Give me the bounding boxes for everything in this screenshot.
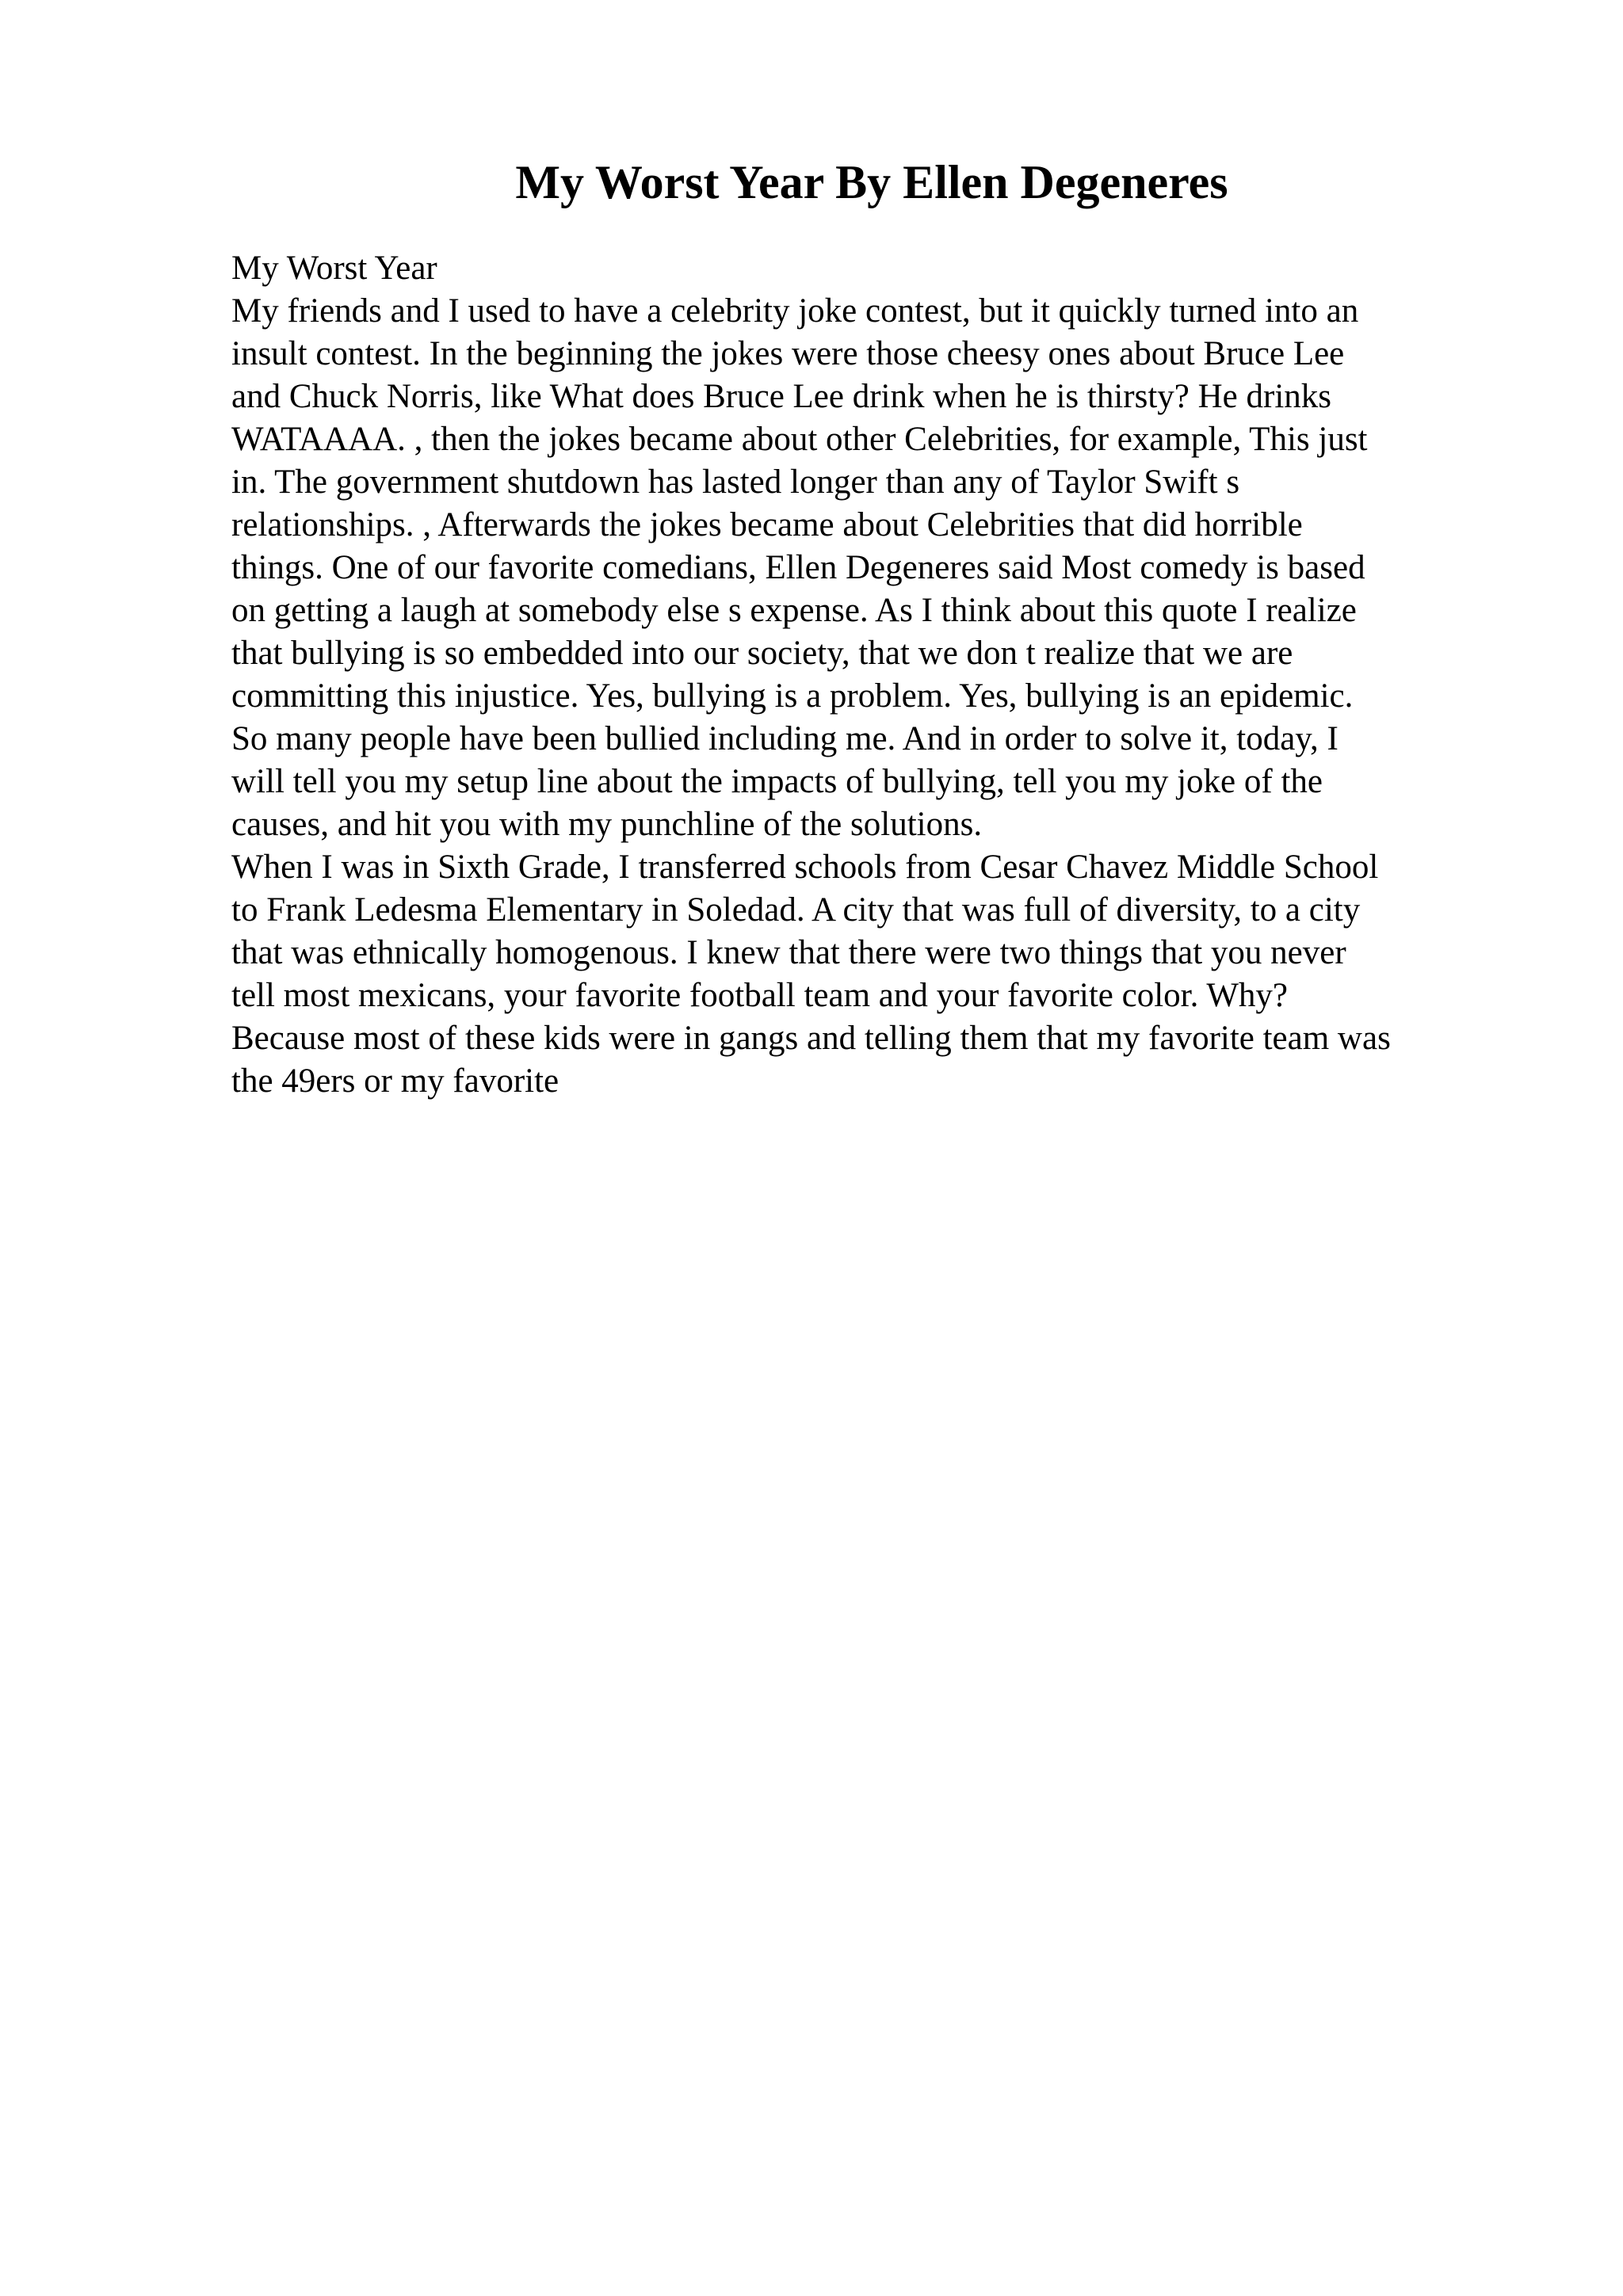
body-line: tell most mexicans, your favorite football team and your favorite color. Why?	[231, 977, 1288, 1014]
body-line: committing this injustice. Yes, bullying is a problem. Yes, bullying is an epidemic.	[231, 677, 1354, 715]
body-line: the 49ers or my favorite	[231, 1062, 559, 1100]
body-line: things. One of our favorite comedians, Ellen Degeneres said Most comedy is based	[231, 549, 1365, 586]
body-line: When I was in Sixth Grade, I transferred schools from Cesar Chavez Middle School	[231, 849, 1379, 886]
body-line: So many people have been bullied including me. And in order to solve it, today, I	[231, 720, 1338, 757]
body-line: and Chuck Norris, like What does Bruce Lee drink when he is thirsty? He drinks	[231, 378, 1332, 415]
body-line: that bullying is so embedded into our society, that we don t realize that we are	[231, 635, 1293, 672]
body-line: Because most of these kids were in gangs and telling them that my favorite team was	[231, 1020, 1391, 1057]
body-line: that was ethnically homogenous. I knew that there were two things that you never	[231, 934, 1346, 971]
body-line: WATAAAA. , then the jokes became about other Celebrities, for example, This just	[231, 421, 1368, 458]
document-title: My Worst Year By Ellen Degeneres	[515, 156, 1228, 208]
body-line: causes, and hit you with my punchline of the solutions.	[231, 806, 983, 843]
body-line-subtitle: My Worst Year	[231, 250, 437, 287]
document-body	[231, 247, 1515, 1103]
body-line: My friends and I used to have a celebrity joke contest, but it quickly turned into an	[231, 292, 1359, 330]
body-line: relationships. , Afterwards the jokes became about Celebrities that did horrible	[231, 506, 1303, 543]
body-line: will tell you my setup line about the impacts of bullying, tell you my joke of the	[231, 763, 1323, 800]
body-line: insult contest. In the beginning the jokes were those cheesy ones about Bruce Lee	[231, 335, 1345, 372]
body-line: to Frank Ledesma Elementary in Soledad. A city that was full of diversity, to a city	[231, 891, 1361, 929]
body-line: in. The government shutdown has lasted longer than any of Taylor Swift s	[231, 463, 1240, 501]
body-line: on getting a laugh at somebody else s expense. As I think about this quote I realize	[231, 592, 1357, 629]
